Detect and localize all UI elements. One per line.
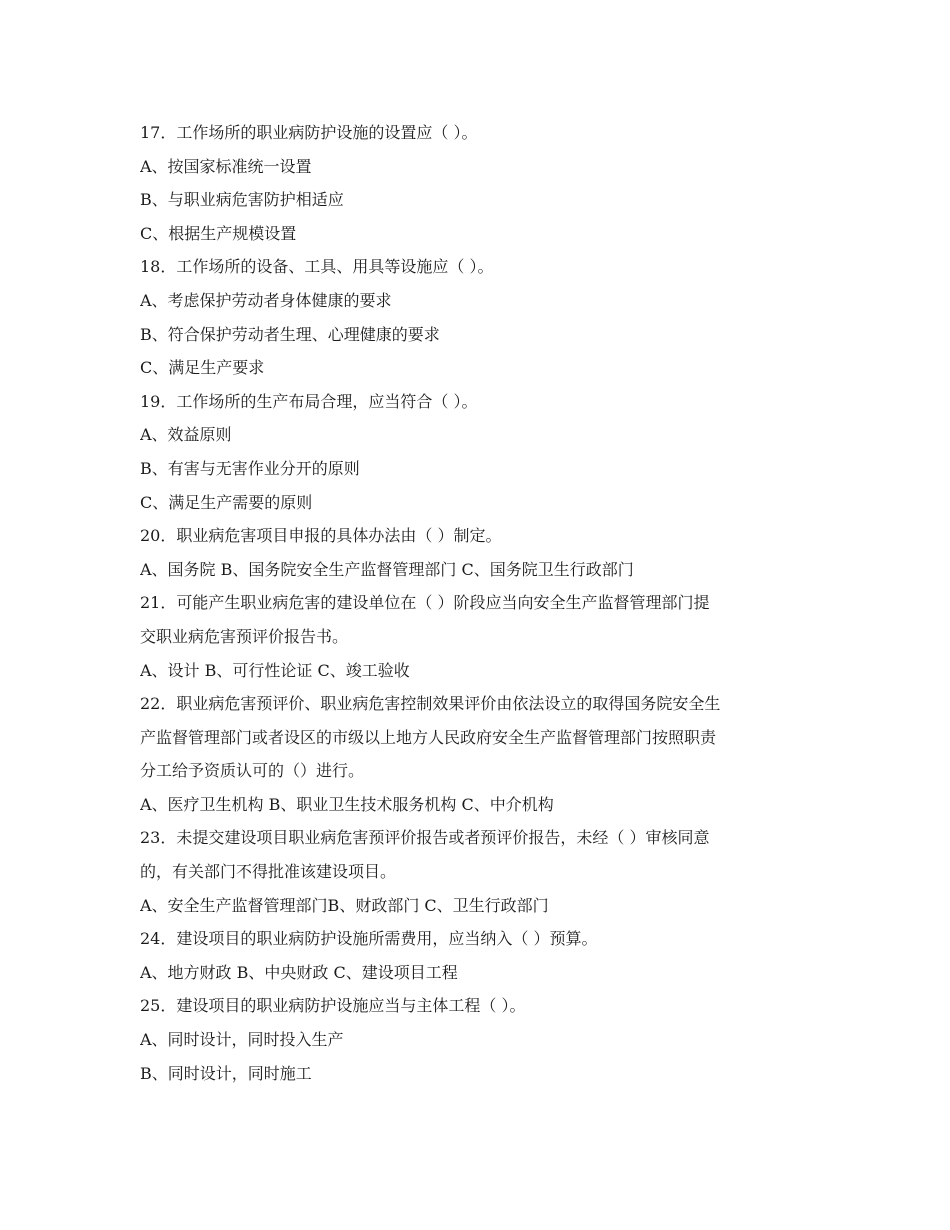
option-line: A、设计 B、可行性论证 C、竣工验收 <box>140 660 410 680</box>
question-25-options <box>140 1023 812 1090</box>
question-text: 23．未提交建设项目职业病危害预评价报告或者预评价报告，未经（ ）审核同意 <box>140 828 710 848</box>
question-text: 19．工作场所的生产布局合理，应当符合（ ）。 <box>140 391 478 411</box>
question-19 <box>140 385 812 419</box>
question-21-options <box>140 654 812 688</box>
option-line: A、国务院 B、国务院安全生产监督管理部门 C、国务院卫生行政部门 <box>140 559 634 579</box>
question-text: 17．工作场所的职业病防护设施的设置应（ ）。 <box>140 123 478 142</box>
question-24 <box>140 922 812 956</box>
question-17 <box>140 116 812 150</box>
question-18-options <box>140 284 812 385</box>
question-text: 20．职业病危害项目申报的具体办法由（ ）制定。 <box>140 526 502 546</box>
option-c: C、满足生产需要的原则 <box>140 492 313 512</box>
option-b: B、与职业病危害防护相适应 <box>140 190 344 210</box>
question-19-options <box>140 418 812 519</box>
option-c: C、根据生产规模设置 <box>140 223 297 243</box>
question-text-continued: 分工给予资质认可的（）进行。 <box>140 761 365 781</box>
option-c: C、满足生产要求 <box>140 358 265 378</box>
question-17-options <box>140 150 812 251</box>
document-page <box>140 116 812 1090</box>
question-text: 21．可能产生职业病危害的建设单位在（ ）阶段应当向安全生产监督管理部门提 <box>140 593 710 613</box>
option-a: A、同时设计，同时投入生产 <box>140 1030 344 1050</box>
question-25 <box>140 989 812 1023</box>
option-b: B、同时设计，同时施工 <box>140 1063 312 1083</box>
question-24-options <box>140 956 812 990</box>
question-text: 22．职业病危害预评价、职业病危害控制效果评价由依法设立的取得国务院安全生 <box>140 694 721 714</box>
question-23-options <box>140 889 812 923</box>
question-text: 25．建设项目的职业病防护设施应当与主体工程（ ）。 <box>140 996 526 1016</box>
option-line: A、安全生产监督管理部门B、财政部门 C、卫生行政部门 <box>140 895 549 915</box>
question-text-continued: 交职业病危害预评价报告书。 <box>140 626 349 646</box>
question-20-options <box>140 553 812 587</box>
question-21 <box>140 586 812 653</box>
option-a: A、考虑保护劳动者身体健康的要求 <box>140 290 392 310</box>
question-23 <box>140 821 812 888</box>
question-text: 24．建设项目的职业病防护设施所需费用，应当纳入（ ）预算。 <box>140 929 598 949</box>
question-text: 18．工作场所的设备、工具、用具等设施应（ ）。 <box>140 257 494 277</box>
option-line: A、医疗卫生机构 B、职业卫生技术服务机构 C、中介机构 <box>140 794 554 814</box>
option-a: A、按国家标准统一设置 <box>140 156 312 176</box>
option-line: A、地方财政 B、中央财政 C、建设项目工程 <box>140 962 458 982</box>
question-text-continued: 的，有关部门不得批准该建设项目。 <box>140 862 397 882</box>
option-a: A、效益原则 <box>140 425 232 445</box>
question-text-continued: 产监督管理部门或者设区的市级以上地方人民政府安全生产监督管理部门按照职责 <box>140 727 717 747</box>
question-22-options <box>140 788 812 822</box>
option-b: B、有害与无害作业分开的原则 <box>140 458 360 478</box>
question-20 <box>140 519 812 553</box>
option-b: B、符合保护劳动者生理、心理健康的要求 <box>140 324 440 344</box>
question-22 <box>140 687 812 788</box>
question-18 <box>140 250 812 284</box>
